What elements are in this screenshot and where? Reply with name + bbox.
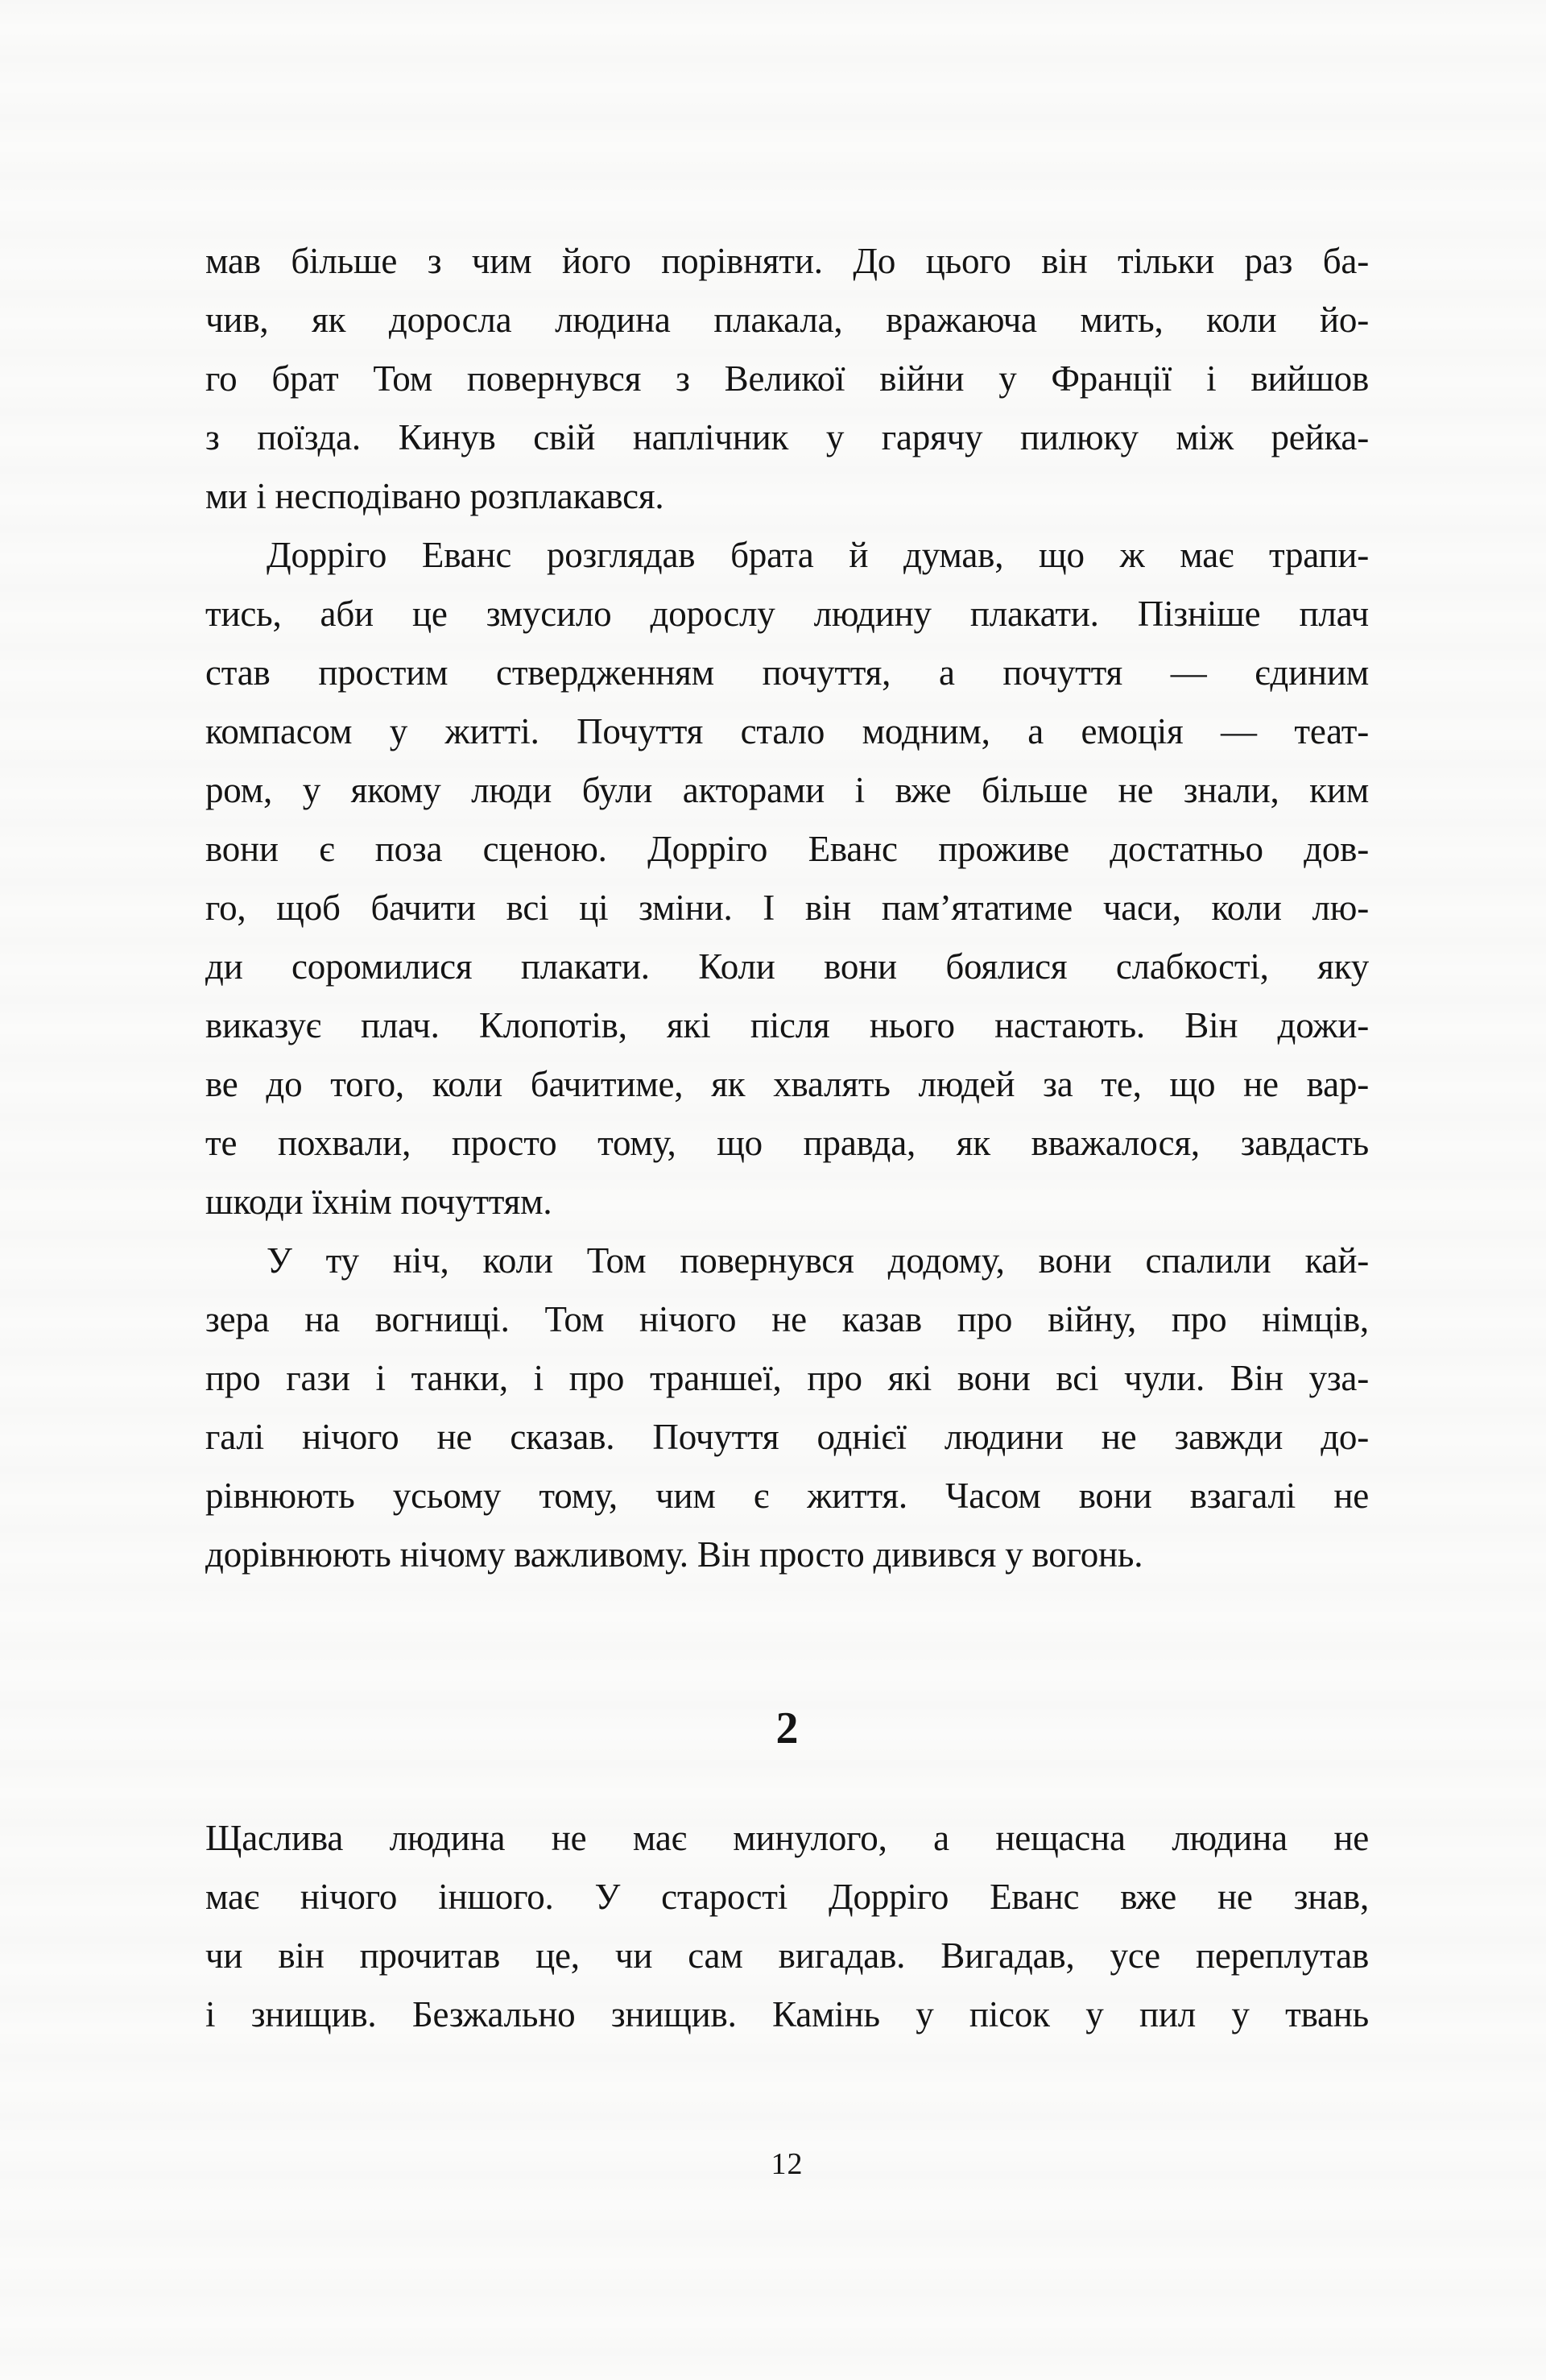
text-line: вони є поза сценою. Дорріго Еванс проживе достатньо дов- — [205, 829, 1369, 869]
chapter-number-heading: 2 — [775, 1703, 799, 1753]
text-line: компасом у житті. Почуття стало модним, а емоція — теат- — [205, 711, 1369, 751]
text-line: ром, у якому люди були акторами і вже більше не знали, ким — [205, 770, 1369, 810]
text-line: мав більше з чим його порівняти. До цього він тільки раз ба- — [205, 241, 1369, 281]
text-line: з поїзда. Кинув свій наплічник у гарячу пилюку між рейка- — [205, 417, 1369, 457]
text-line: чи він прочитав це, чи сам вигадав. Вигадав, усе переплутав — [205, 1935, 1369, 1976]
paragraph — [205, 1809, 1369, 2044]
text-line: ми і несподівано розплакався. — [205, 476, 664, 516]
text-line: ве до того, коли бачитиме, як хвалять людей за те, що не вар- — [205, 1064, 1369, 1104]
text-line: зера на вогнищі. Том нічого не казав про війну, про німців, — [205, 1299, 1369, 1339]
text-line: У ту ніч, коли Том повернувся додому, вони спалили кай- — [267, 1240, 1369, 1281]
paragraph — [205, 232, 1369, 526]
text-line: чив, як доросла людина плакала, вражаюча мить, коли йо- — [205, 300, 1369, 340]
paragraph-group-top — [205, 232, 1369, 1584]
text-line: ди соромилися плакати. Коли вони боялися слабкості, яку — [205, 946, 1369, 987]
text-line: галі нічого не сказав. Почуття однієї людини не завжди до- — [205, 1417, 1369, 1457]
text-line: шкоди їхнім почуттям. — [205, 1182, 552, 1222]
text-line: і знищив. Безжально знищив. Камінь у пісок у пил у твань — [205, 1994, 1369, 2034]
text-line: те похвали, просто тому, що правда, як вважалося, завдасть — [205, 1123, 1369, 1163]
paragraph — [205, 526, 1369, 1231]
page-number: 12 — [771, 2147, 804, 2181]
text-line: про гази і танки, і про траншеї, про які вони всі чули. Він уза- — [205, 1358, 1369, 1398]
text-line: го, щоб бачити всі ці зміни. І він пам’ятатиме часи, коли лю- — [205, 888, 1369, 928]
text-line: тись, аби це змусило дорослу людину плакати. Пізніше плач — [205, 594, 1369, 634]
page-text-column — [205, 232, 1369, 2181]
text-line: Щаслива людина не має минулого, а нещасна людина не — [205, 1818, 1369, 1858]
text-line: го брат Том повернувся з Великої війни у Франції і вийшов — [205, 358, 1369, 399]
text-line: Дорріго Еванс розглядав брата й думав, що ж має трапи- — [267, 535, 1369, 575]
text-line: став простим ствердженням почуття, а почуття — єдиним — [205, 652, 1369, 693]
paragraph-group-bottom — [205, 1809, 1369, 2044]
text-line: рівнюють усьому тому, чим є життя. Часом вони взагалі не — [205, 1476, 1369, 1516]
text-line: дорівнюють нічому важливому. Він просто дивився у вогонь. — [205, 1534, 1143, 1575]
paragraph — [205, 1231, 1369, 1584]
text-line: має нічого іншого. У старості Дорріго Еванс вже не знав, — [205, 1877, 1369, 1917]
text-line: виказує плач. Клопотів, які після нього настають. Він дожи- — [205, 1005, 1369, 1045]
